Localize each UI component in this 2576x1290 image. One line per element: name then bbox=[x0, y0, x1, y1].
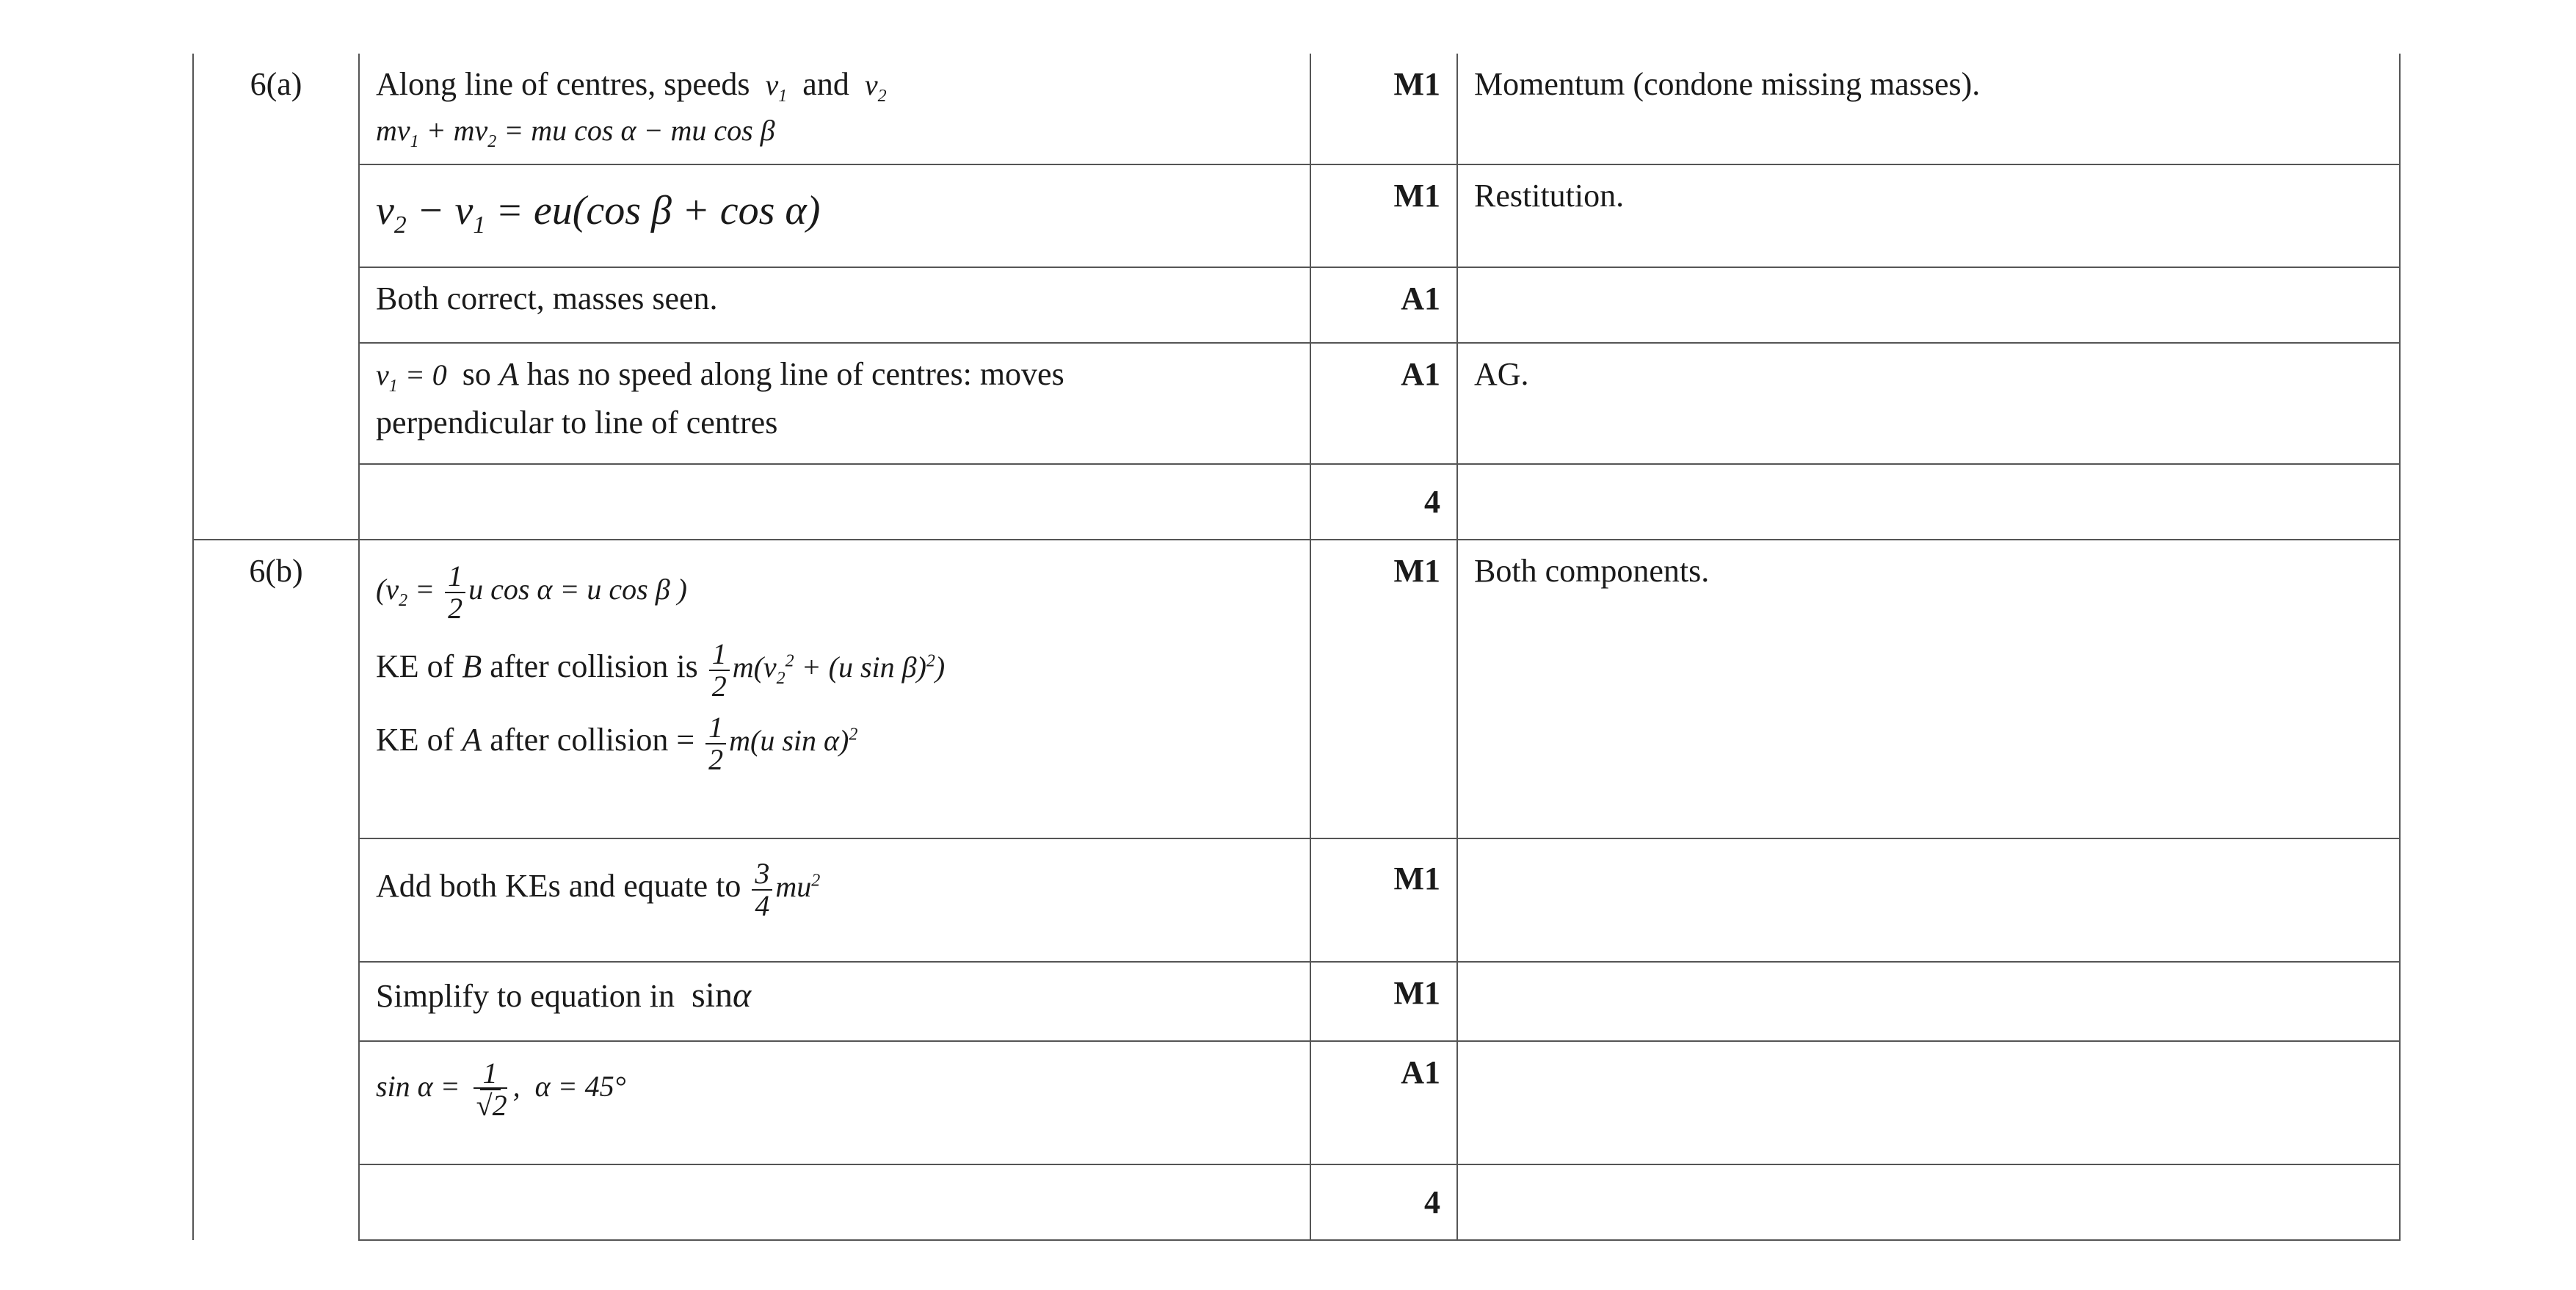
mark-cell: A1 bbox=[1310, 267, 1457, 343]
answer-text: so bbox=[462, 356, 491, 392]
answer-text: perpendicular to line of centres bbox=[376, 404, 778, 441]
answer-text: KE of bbox=[376, 722, 454, 758]
answer-cell bbox=[359, 1041, 1310, 1164]
table-row bbox=[193, 540, 2400, 838]
mark-cell: A1 bbox=[1310, 343, 1457, 464]
guidance-cell: Both components. bbox=[1457, 540, 2400, 838]
mark-cell: M1 bbox=[1310, 838, 1457, 962]
table-row bbox=[193, 1041, 2400, 1164]
answer-cell bbox=[359, 343, 1310, 464]
table-row bbox=[193, 464, 2400, 540]
answer-cell bbox=[359, 540, 1310, 838]
answer-text: Simplify to equation in bbox=[376, 978, 675, 1014]
question-number: 6(a) bbox=[193, 54, 359, 540]
sin-alpha-result: sin α = $\frac{1}{√2}$ , α = 45° bbox=[376, 1057, 626, 1122]
answer-cell bbox=[359, 838, 1310, 962]
mark-cell: A1 bbox=[1310, 1041, 1457, 1164]
guidance-cell bbox=[1457, 267, 2400, 343]
question-number: 6(b) bbox=[193, 540, 359, 1240]
answer-text: Along line of centres, speeds bbox=[376, 66, 750, 102]
table-row bbox=[193, 1164, 2400, 1240]
mark-cell: M1 bbox=[1310, 164, 1457, 267]
guidance-cell bbox=[1457, 464, 2400, 540]
answer-cell bbox=[359, 54, 1310, 164]
sin-alpha: sinα bbox=[682, 976, 752, 1015]
ke-a-expression: $\frac{1}{2}$ m(u sin α)$^2$ bbox=[703, 724, 857, 757]
answer-cell bbox=[359, 1164, 1310, 1240]
answer-text: Add both KEs and equate to bbox=[376, 868, 741, 905]
mark-total: 4 bbox=[1310, 464, 1457, 540]
table-row bbox=[193, 267, 2400, 343]
table-row bbox=[193, 54, 2400, 164]
ke-b-expression: $\frac{1}{2}$ $m(v_2^2 + (u$ sin β)$^2$) bbox=[706, 651, 946, 684]
guidance-cell bbox=[1457, 1164, 2400, 1240]
guidance-cell bbox=[1457, 1041, 2400, 1164]
math-v1-zero: $v_1 = 0$ bbox=[376, 358, 454, 396]
guidance-cell bbox=[1457, 838, 2400, 962]
guidance-cell: Momentum (condone missing masses). bbox=[1457, 54, 2400, 164]
answer-text: after collision = bbox=[490, 722, 695, 758]
guidance-cell: AG. bbox=[1457, 343, 2400, 464]
mark-scheme-table bbox=[192, 54, 2401, 1241]
guidance-cell: Restitution. bbox=[1457, 164, 2400, 267]
sphere-b-label: B bbox=[462, 648, 482, 685]
answer-cell bbox=[359, 164, 1310, 267]
answer-cell: Both correct, masses seen. bbox=[359, 267, 1310, 343]
answer-text: has no speed along line of centres: moves bbox=[526, 356, 1064, 392]
table-row bbox=[193, 164, 2400, 267]
answer-cell bbox=[359, 962, 1310, 1041]
sphere-a-label: A bbox=[498, 356, 519, 392]
answer-text: after collision is bbox=[490, 648, 698, 685]
mark-cell: M1 bbox=[1310, 540, 1457, 838]
momentum-equation: $mv_1 + mv_2$ = mu cos α − mu cos β bbox=[376, 113, 775, 151]
mark-total: 4 bbox=[1310, 1164, 1457, 1240]
mark-cell: M1 bbox=[1310, 962, 1457, 1041]
restitution-equation: $v_2 - v_1 = eu(\cos$ β + cos α) bbox=[376, 188, 821, 239]
table-row bbox=[193, 838, 2400, 962]
v2-equation: ($v_2$ = $\frac{1}{2}$ u cos α = u cos β ) bbox=[376, 559, 687, 625]
energy-expression: $\frac{3}{4}$ $mu^2$ bbox=[749, 870, 820, 903]
answer-text: KE of bbox=[376, 648, 454, 685]
answer-and: and bbox=[802, 66, 849, 102]
math-v1: $v_1$ bbox=[758, 68, 788, 106]
table-row bbox=[193, 962, 2400, 1041]
answer-cell bbox=[359, 464, 1310, 540]
mark-cell: M1 bbox=[1310, 54, 1457, 164]
guidance-cell bbox=[1457, 962, 2400, 1041]
sphere-a-label: A bbox=[462, 722, 482, 758]
math-v2: $v_2$ bbox=[857, 68, 887, 106]
table-row bbox=[193, 343, 2400, 464]
